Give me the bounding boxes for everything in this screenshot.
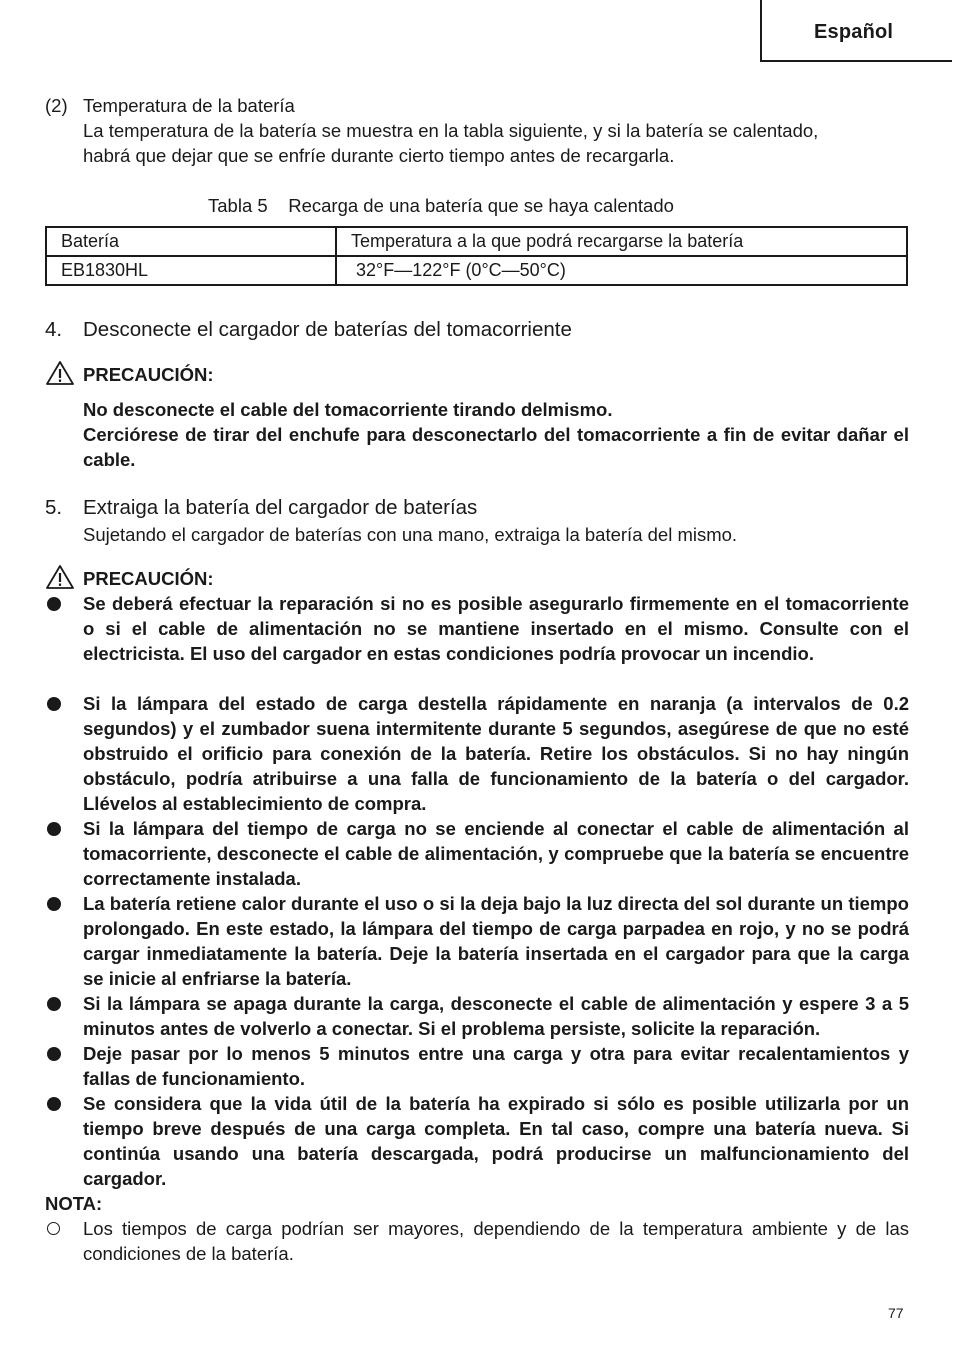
caution-bullet-text: Si la lámpara del tiempo de carga no se enciende al conectar el cable de alimentación al tomacorriente, desconecte el cable de alimentación, y compruebe que la batería se encuentre correctamente instalada.: [83, 818, 909, 889]
step-4-caution-text: [83, 397, 909, 472]
step-4-caution-line: No desconecte el cable del tomacorriente tirando delmismo.: [83, 399, 613, 420]
caution-bullet-text: Se considera que la vida útil de la batería ha expirado si sólo es posible utilizarla por un tiempo breve después de una carga completa. En tal caso, compre una batería nueva. Si continúa usando una batería descargada, podrá producirse un malfuncionamiento del cargador.: [83, 1093, 909, 1189]
step-5-body: Sujetando el cargador de baterías con una mano, extraiga la batería del mismo.: [83, 524, 738, 545]
step-4-number: 4.: [45, 318, 63, 341]
table-cell: EB1830HL: [46, 256, 336, 285]
bullet-dot-icon: [47, 822, 61, 836]
section-2-title: Temperatura de la batería: [83, 95, 295, 116]
step-4-caution-label: PRECAUCIÓN:: [83, 364, 214, 385]
section-2-body-line: La temperatura de la batería se muestra en la tabla siguiente, y si la batería se calentado,: [83, 120, 819, 141]
bullet-dot-icon: [47, 1047, 61, 1061]
step-5-title: Extraiga la batería del cargador de baterías: [83, 496, 478, 519]
section-2-body: [83, 118, 909, 168]
bullet-dot-icon: [47, 897, 61, 911]
nota-item-text: Los tiempos de carga podrían ser mayores, dependiendo de la temperatura ambiente y de las condiciones de la batería.: [83, 1218, 909, 1264]
section-2-number: (2): [45, 95, 68, 116]
table-header-cell: Temperatura a la que podrá recargarse la batería: [336, 227, 907, 256]
bullet-dot-icon: [47, 597, 61, 611]
table-row: [46, 256, 907, 285]
caution-bullet-text: La batería retiene calor durante el uso o si la deja bajo la luz directa del sol durante un tiempo prolongado. En este estado, la lámpara del tiempo de carga parpadea en rojo, y no se podrá cargar inmediatamente la batería. Deje la batería insertada en el cargador para que la carga se inicie al enfriarse la batería.: [83, 893, 909, 989]
language-tab: [760, 0, 952, 62]
step-4-title: Desconecte el cargador de baterías del tomacorriente: [83, 318, 572, 341]
table-cell: 32°F—122°F (0°C—50°C): [336, 256, 907, 285]
table-5: [45, 226, 908, 286]
step-5-number: 5.: [45, 496, 63, 519]
table-caption: Tabla 5 Recarga de una batería que se haya calentado: [208, 195, 674, 216]
page-number: 77: [888, 1305, 904, 1321]
caution-bullet-text: Si la lámpara se apaga durante la carga, desconecte el cable de alimentación y espere 3 a 5 minutos antes de volverlo a conectar. Si el problema persiste, solicite la reparación.: [83, 993, 909, 1039]
caution-bullet-text: Si la lámpara del estado de carga destella rápidamente en naranja (a intervalos de 0.2 segundos) y el zumbador suena intermitente durante 5 segundos, asegúrese de que no esté obstruido el orificio para conexión de la batería. Retire los obstáculos. Si no hay ningún obstáculo, podría atribuirse a una falla de funcionamiento de la batería o del cargador. Llévelos al establecimiento de compra.: [83, 693, 909, 814]
warning-triangle-icon: [45, 360, 75, 386]
table-header-row: [46, 227, 907, 256]
bullet-dot-icon: [47, 1097, 61, 1111]
table-header-cell: Batería: [46, 227, 336, 256]
step-5-caution-label: PRECAUCIÓN:: [83, 568, 214, 589]
nota-label: NOTA:: [45, 1193, 103, 1214]
section-2-body-line: habrá que dejar que se enfríe durante cierto tiempo antes de recargarla.: [83, 145, 675, 166]
step-4-caution-line: Cerciórese de tirar del enchufe para desconectarlo del tomacorriente a fin de evitar dañar el cable.: [83, 424, 909, 470]
caution-bullet-text: Deje pasar por lo menos 5 minutos entre una carga y otra para evitar recalentamientos y fallas de funcionamiento.: [83, 1043, 909, 1089]
warning-triangle-icon: [45, 564, 75, 590]
bullet-dot-icon: [47, 997, 61, 1011]
caution-bullet-text: Se deberá efectuar la reparación si no es posible asegurarlo firmemente en el tomacorriente o si el cable de alimentación no se mantiene insertado en el mismo. Consulte con el electricista. El uso del cargador en estas condiciones podría provocar un incendio.: [83, 593, 909, 664]
bullet-circle-icon: [47, 1222, 60, 1235]
bullet-dot-icon: [47, 697, 61, 711]
language-label: Español: [814, 21, 894, 43]
